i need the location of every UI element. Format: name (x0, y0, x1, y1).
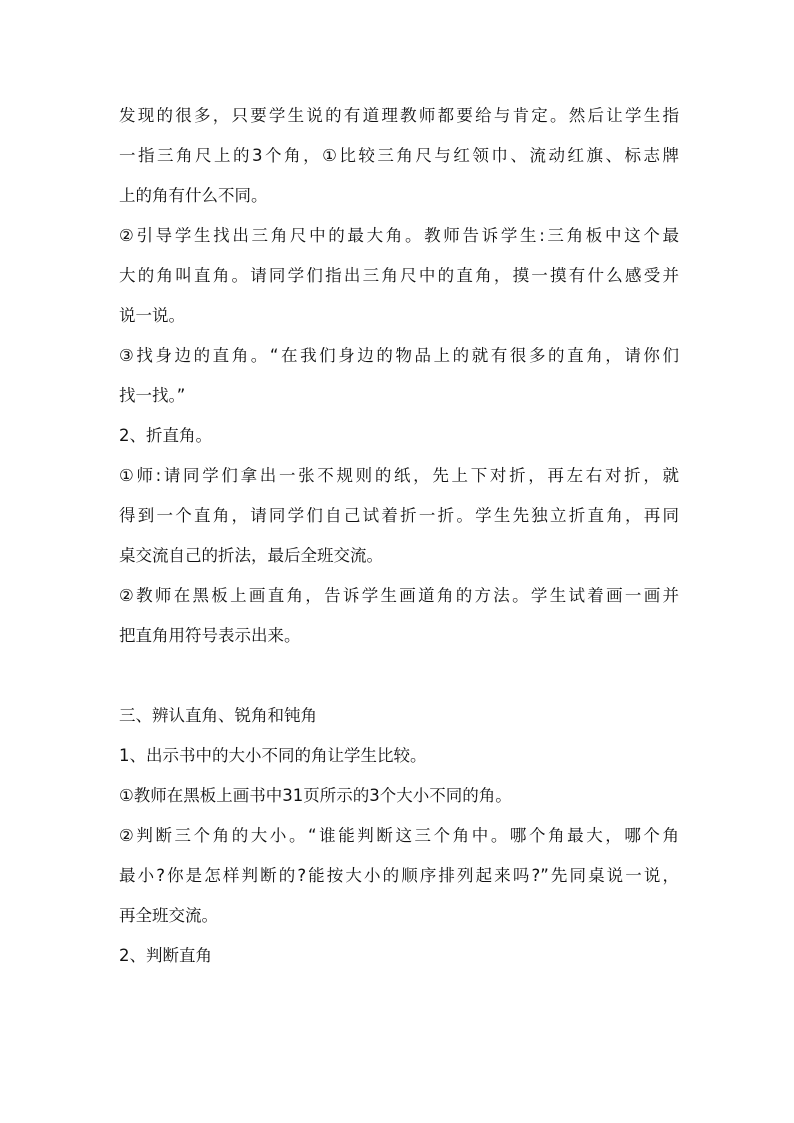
text-line: 1、出示书中的大小不同的角让学生比较。 (119, 746, 427, 765)
text-line: ②判断三个角的大小。“谁能判断这三个角中。哪个角最大，哪个角 (119, 826, 679, 845)
document-body (119, 96, 679, 976)
text-line: 发现的很多，只要学生说的有道理教师都要给与肯定。然后让学生指 (119, 106, 679, 125)
text-line: 把直角用符号表示出来。 (119, 626, 301, 645)
text-line: ②引导学生找出三角尺中的最大角。教师告诉学生:三角板中这个最 (119, 226, 679, 245)
blank-line (119, 656, 679, 696)
section-heading: 2、折直角。 (119, 426, 212, 445)
text-line: 桌交流自己的折法，最后全班交流。 (119, 546, 383, 565)
text-line: ①教师在黑板上画书中31页所示的3个大小不同的角。 (119, 786, 512, 805)
text-line: 一指三角尺上的3个角，①比较三角尺与红领巾、流动红旗、标志牌 (119, 146, 679, 165)
section-heading: 三、辨认直角、锐角和钝角 (119, 706, 317, 725)
text-line: 得到一个直角，请同学们自己试着折一折。学生先独立折直角，再同 (119, 506, 679, 525)
text-line: 找一找。” (119, 386, 186, 405)
text-line: 说一说。 (119, 306, 185, 325)
section-heading: 2、判断直角 (119, 946, 212, 965)
text-line: ①师:请同学们拿出一张不规则的纸，先上下对折，再左右对折，就 (119, 466, 679, 485)
text-line: ③找身边的直角。“在我们身边的物品上的就有很多的直角，请你们 (119, 346, 679, 365)
text-line: 最小?你是怎样判断的?能按大小的顺序排列起来吗?”先同桌说一说， (119, 866, 679, 885)
text-line: 大的角叫直角。请同学们指出三角尺中的直角，摸一摸有什么感受并 (119, 266, 679, 285)
text-line: ②教师在黑板上画直角，告诉学生画道角的方法。学生试着画一画并 (119, 586, 679, 605)
text-line: 再全班交流。 (119, 906, 218, 925)
text-line: 上的角有什么不同。 (119, 186, 268, 205)
